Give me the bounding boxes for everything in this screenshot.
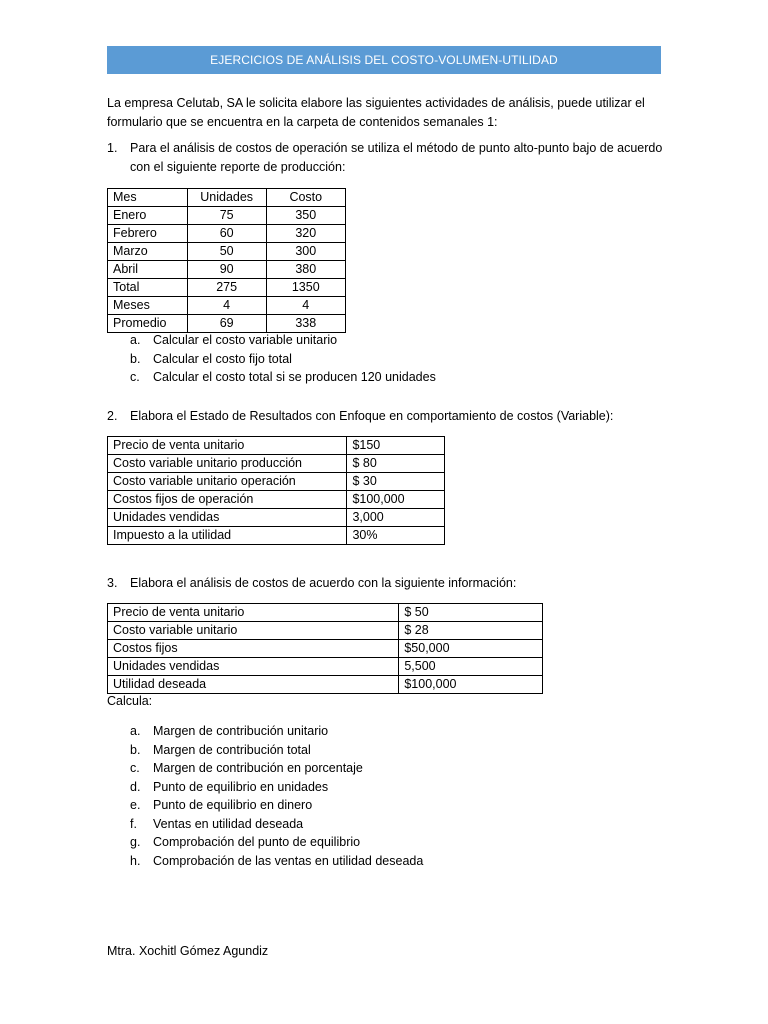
units-cell: 50 xyxy=(187,243,266,261)
question-2 xyxy=(107,407,667,426)
label-cell: Precio de venta unitario xyxy=(108,604,399,622)
header-cell: Unidades xyxy=(187,189,266,207)
value-cell: 30% xyxy=(347,527,445,545)
item-letter: a. xyxy=(130,333,141,347)
units-cell: 75 xyxy=(187,207,266,225)
cost-cell: 1350 xyxy=(266,279,345,297)
month-cell: Marzo xyxy=(108,243,188,261)
item-letter: e. xyxy=(130,798,141,812)
list-item xyxy=(107,759,423,778)
item-letter: b. xyxy=(130,742,141,757)
value-cell: 5,500 xyxy=(399,658,543,676)
units-cell: 69 xyxy=(187,315,266,333)
list-item xyxy=(107,778,423,797)
month-cell: Meses xyxy=(108,297,188,315)
cost-cell: 338 xyxy=(266,315,345,333)
item-text: Ventas en utilidad deseada xyxy=(153,816,304,831)
cost-cell: 4 xyxy=(266,297,345,315)
list-item xyxy=(107,852,423,871)
value-cell: 3,000 xyxy=(347,509,445,527)
table-row xyxy=(108,527,445,545)
list-item xyxy=(107,368,436,387)
month-cell: Febrero xyxy=(108,225,188,243)
cost-analysis-table xyxy=(107,603,543,694)
value-cell: $ 80 xyxy=(347,455,445,473)
item-text: Punto de equilibrio en unidades xyxy=(153,779,329,794)
value-cell: $100,000 xyxy=(399,676,543,694)
item-text: Margen de contribución en porcentaje xyxy=(153,761,363,775)
table-row xyxy=(108,491,445,509)
question-2-number: 2. xyxy=(107,409,118,423)
cost-cell: 380 xyxy=(266,261,345,279)
item-text: Calcular el costo fijo total xyxy=(153,351,292,366)
item-letter: f. xyxy=(130,816,137,831)
list-item xyxy=(107,815,423,834)
item-text: Comprobación del punto de equilibrio xyxy=(153,835,361,849)
item-letter: d. xyxy=(130,779,141,794)
table-row xyxy=(108,473,445,491)
document-title: EJERCICIOS DE ANÁLISIS DEL COSTO-VOLUMEN-UTILIDAD xyxy=(210,53,558,67)
item-text: Calcular el costo total si se producen 120 unidades xyxy=(153,370,436,384)
question-3-subitems xyxy=(107,722,423,870)
table-row xyxy=(108,261,346,279)
value-cell: $ 28 xyxy=(399,622,543,640)
question-1-text: Para el análisis de costos de operación se utiliza el método de punto alto-punto bajo de acuerdo con el siguiente reporte de producción: xyxy=(130,141,663,174)
question-3-text: Elabora el análisis de costos de acuerdo con la siguiente información: xyxy=(130,576,517,590)
list-item xyxy=(107,833,423,852)
table-row xyxy=(108,658,543,676)
month-cell: Enero xyxy=(108,207,188,225)
value-cell: $ 50 xyxy=(399,604,543,622)
label-cell: Impuesto a la utilidad xyxy=(108,527,347,545)
table-row xyxy=(108,640,543,658)
table-row xyxy=(108,207,346,225)
value-cell: $ 30 xyxy=(347,473,445,491)
question-1-subitems xyxy=(107,331,436,387)
table-row xyxy=(108,297,346,315)
label-cell: Unidades vendidas xyxy=(108,509,347,527)
header-cell: Costo xyxy=(266,189,345,207)
units-cell: 60 xyxy=(187,225,266,243)
item-text: Margen de contribución unitario xyxy=(153,724,329,738)
list-item xyxy=(107,741,423,760)
table-row xyxy=(108,279,346,297)
table-row xyxy=(108,604,543,622)
cost-cell: 350 xyxy=(266,207,345,225)
table-row xyxy=(108,622,543,640)
item-letter: b. xyxy=(130,351,141,366)
value-cell: $100,000 xyxy=(347,491,445,509)
table-row xyxy=(108,676,543,694)
table-row xyxy=(108,225,346,243)
table-row xyxy=(108,455,445,473)
item-letter: a. xyxy=(130,724,141,738)
label-cell: Costo variable unitario xyxy=(108,622,399,640)
value-cell: $150 xyxy=(347,437,445,455)
month-cell: Total xyxy=(108,279,188,297)
label-cell: Precio de venta unitario xyxy=(108,437,347,455)
item-letter: g. xyxy=(130,835,141,849)
header-cell: Mes xyxy=(108,189,188,207)
item-letter: h. xyxy=(130,853,141,868)
label-cell: Utilidad deseada xyxy=(108,676,399,694)
item-text: Margen de contribución total xyxy=(153,742,311,757)
footer-author: Mtra. Xochitl Gómez Agundiz xyxy=(107,944,269,958)
label-cell: Unidades vendidas xyxy=(108,658,399,676)
question-3 xyxy=(107,574,667,593)
question-3-number: 3. xyxy=(107,576,118,590)
cost-cell: 320 xyxy=(266,225,345,243)
label-cell: Costos fijos de operación xyxy=(108,491,347,509)
item-text: Calcular el costo variable unitario xyxy=(153,333,338,347)
list-item xyxy=(107,350,436,369)
table-row xyxy=(108,437,445,455)
units-cell: 90 xyxy=(187,261,266,279)
list-item xyxy=(107,331,436,350)
item-letter: c. xyxy=(130,761,140,775)
cost-cell: 300 xyxy=(266,243,345,261)
calcula-label: Calcula: xyxy=(107,694,153,708)
units-cell: 4 xyxy=(187,297,266,315)
month-cell: Promedio xyxy=(108,315,188,333)
question-1-number: 1. xyxy=(107,141,118,155)
list-item xyxy=(107,722,423,741)
label-cell: Costo variable unitario producción xyxy=(108,455,347,473)
item-text: Punto de equilibrio en dinero xyxy=(153,798,313,812)
income-statement-table xyxy=(107,436,445,545)
question-1 xyxy=(107,139,667,177)
document-title-bar xyxy=(107,46,661,74)
label-cell: Costos fijos xyxy=(108,640,399,658)
question-2-text: Elabora el Estado de Resultados con Enfoque en comportamiento de costos (Variable): xyxy=(130,409,614,423)
intro-paragraph: La empresa Celutab, SA le solicita elabore las siguientes actividades de análisis, puede utilizar el formulario que se encuentra en la carpeta de contenidos semanales 1: xyxy=(107,96,645,129)
table-row xyxy=(108,243,346,261)
production-report-table xyxy=(107,188,346,333)
table-row xyxy=(108,315,346,333)
value-cell: $50,000 xyxy=(399,640,543,658)
list-item xyxy=(107,796,423,815)
units-cell: 275 xyxy=(187,279,266,297)
item-letter: c. xyxy=(130,370,140,384)
item-text: Comprobación de las ventas en utilidad deseada xyxy=(153,853,424,868)
label-cell: Costo variable unitario operación xyxy=(108,473,347,491)
month-cell: Abril xyxy=(108,261,188,279)
table-header-row xyxy=(108,189,346,207)
table-row xyxy=(108,509,445,527)
